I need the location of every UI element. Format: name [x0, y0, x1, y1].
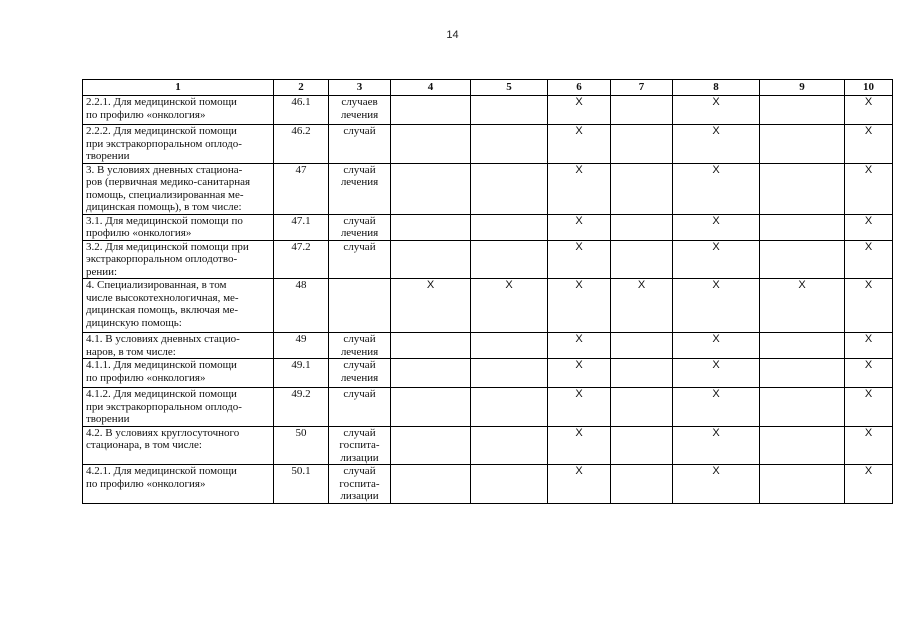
- row-mark-cell: X: [673, 359, 760, 388]
- row-mark-cell: [611, 96, 673, 125]
- row-mark-cell: X: [845, 465, 893, 504]
- column-header: 9: [760, 80, 845, 96]
- row-mark-cell: [611, 125, 673, 164]
- row-mark-cell: X: [845, 240, 893, 279]
- row-mark-cell: [611, 426, 673, 465]
- row-mark-cell: [760, 359, 845, 388]
- row-unit-line: случай: [343, 214, 376, 227]
- row-number-cell: 49.2: [274, 388, 329, 427]
- row-mark-cell: [760, 214, 845, 240]
- row-name-line: числе высокотехнологичная, ме-: [86, 291, 239, 304]
- row-unit-line: лизации: [340, 490, 379, 502]
- row-unit-line: случай: [343, 333, 376, 345]
- row-name-line: профилю «онкология»: [86, 227, 192, 239]
- table-row: [83, 96, 893, 125]
- column-header: 8: [673, 80, 760, 96]
- column-header: 4: [391, 80, 471, 96]
- row-mark-cell: X: [673, 426, 760, 465]
- table-row: [83, 359, 893, 388]
- row-unit-line: лизации: [340, 451, 379, 464]
- row-unit-cell: [329, 426, 391, 465]
- row-mark-cell: [760, 163, 845, 214]
- row-name-cell: [83, 359, 274, 388]
- row-unit-line: лечения: [340, 108, 379, 121]
- row-mark-cell: X: [391, 279, 471, 333]
- row-name-line: 3.2. Для медицинской помощи при: [86, 240, 249, 253]
- row-mark-cell: X: [673, 333, 760, 359]
- header-row: [83, 80, 893, 96]
- row-mark-cell: X: [548, 240, 611, 279]
- row-mark-cell: X: [673, 279, 760, 333]
- row-name-line: стационара, в том числе:: [86, 439, 202, 451]
- row-name-cell: [83, 333, 274, 359]
- row-mark-cell: [471, 125, 548, 164]
- row-number-cell: 47.2: [274, 240, 329, 279]
- column-header: 2: [274, 80, 329, 96]
- row-mark-cell: X: [548, 333, 611, 359]
- row-name-line: 4.1.2. Для медицинской помощи: [86, 388, 237, 400]
- row-mark-cell: X: [673, 125, 760, 164]
- row-name-line: рении:: [86, 265, 118, 278]
- row-name-line: дицинскую помощь:: [86, 316, 182, 329]
- row-unit-line: госпита-: [339, 477, 380, 490]
- row-unit-cell: [329, 163, 391, 214]
- row-mark-cell: [760, 465, 845, 504]
- row-name-cell: [83, 426, 274, 465]
- row-mark-cell: [391, 388, 471, 427]
- row-name-cell: [83, 125, 274, 164]
- column-header: 7: [611, 80, 673, 96]
- row-mark-cell: X: [845, 359, 893, 388]
- table-row: [83, 426, 893, 465]
- row-mark-cell: [471, 388, 548, 427]
- data-table: [82, 79, 893, 504]
- row-mark-cell: [760, 240, 845, 279]
- row-mark-cell: [471, 96, 548, 125]
- row-mark-cell: [391, 333, 471, 359]
- row-name-line: 3.1. Для медицинской помощи по: [86, 214, 243, 227]
- row-name-line: дицинская помощь), в том числе:: [86, 201, 242, 213]
- column-header: 10: [845, 80, 893, 96]
- row-unit-line: лечения: [340, 345, 379, 358]
- row-mark-cell: [391, 426, 471, 465]
- row-mark-cell: [391, 96, 471, 125]
- row-mark-cell: X: [673, 214, 760, 240]
- row-name-cell: [83, 465, 274, 504]
- row-name-line: по профилю «онкология»: [86, 108, 206, 121]
- row-name-line: дицинская помощь, включая ме-: [86, 304, 239, 316]
- row-mark-cell: X: [548, 279, 611, 333]
- row-mark-cell: [760, 96, 845, 125]
- row-mark-cell: [611, 240, 673, 279]
- row-name-line: творении: [86, 150, 130, 162]
- row-mark-cell: [471, 426, 548, 465]
- row-unit-cell: [329, 214, 391, 240]
- row-unit-line: случай: [343, 388, 376, 400]
- row-name-line: 4.1. В условиях дневных стацио-: [86, 333, 240, 345]
- row-unit-line: лечения: [340, 227, 379, 239]
- row-mark-cell: X: [673, 388, 760, 427]
- row-mark-cell: X: [548, 163, 611, 214]
- row-mark-cell: [611, 465, 673, 504]
- table-row: [83, 240, 893, 279]
- table-row: [83, 333, 893, 359]
- row-unit-cell: [329, 240, 391, 279]
- row-unit-line: случай: [343, 163, 376, 176]
- row-mark-cell: [760, 333, 845, 359]
- row-name-line: помощь, специализированная ме-: [86, 188, 244, 201]
- row-name-line: 4.2.1. Для медицинской помощи: [86, 465, 237, 477]
- row-mark-cell: [471, 359, 548, 388]
- row-mark-cell: X: [845, 279, 893, 333]
- row-unit-line: лечения: [340, 371, 379, 384]
- row-mark-cell: X: [548, 388, 611, 427]
- row-number-cell: 48: [274, 279, 329, 333]
- row-mark-cell: X: [845, 426, 893, 465]
- row-unit-line: госпита-: [339, 439, 380, 451]
- row-mark-cell: [471, 240, 548, 279]
- row-name-line: наров, в том числе:: [86, 345, 176, 358]
- row-unit-cell: [329, 388, 391, 427]
- row-number-cell: 50: [274, 426, 329, 465]
- row-unit-cell: [329, 333, 391, 359]
- row-number-cell: 49: [274, 333, 329, 359]
- row-mark-cell: [391, 214, 471, 240]
- column-header: 1: [83, 80, 274, 96]
- row-mark-cell: [391, 240, 471, 279]
- row-unit-line: случай: [343, 359, 376, 371]
- row-name-cell: [83, 279, 274, 333]
- row-unit-line: случай: [343, 426, 376, 439]
- table-row: [83, 465, 893, 504]
- row-number-cell: 47: [274, 163, 329, 214]
- row-mark-cell: [611, 359, 673, 388]
- row-name-line: 4.2. В условиях круглосуточного: [86, 426, 240, 439]
- row-unit-line: случай: [343, 240, 376, 253]
- row-name-line: при экстракорпоральном оплодо-: [86, 137, 242, 150]
- row-unit-cell: [329, 465, 391, 504]
- row-mark-cell: [471, 163, 548, 214]
- column-header: 6: [548, 80, 611, 96]
- row-mark-cell: X: [673, 96, 760, 125]
- row-mark-cell: X: [845, 163, 893, 214]
- row-unit-cell: [329, 279, 391, 333]
- row-mark-cell: [471, 214, 548, 240]
- row-mark-cell: X: [548, 426, 611, 465]
- row-mark-cell: X: [845, 96, 893, 125]
- row-mark-cell: X: [548, 125, 611, 164]
- row-mark-cell: [611, 214, 673, 240]
- row-mark-cell: X: [548, 359, 611, 388]
- row-mark-cell: X: [845, 125, 893, 164]
- row-name-cell: [83, 240, 274, 279]
- row-name-cell: [83, 96, 274, 125]
- row-unit-cell: [329, 359, 391, 388]
- row-name-line: по профилю «онкология»: [86, 371, 206, 384]
- table-row: [83, 279, 893, 333]
- row-mark-cell: X: [845, 214, 893, 240]
- row-name-line: 3. В условиях дневных стациона-: [86, 163, 243, 176]
- row-number-cell: 49.1: [274, 359, 329, 388]
- row-name-cell: [83, 214, 274, 240]
- row-mark-cell: [611, 163, 673, 214]
- row-mark-cell: X: [611, 279, 673, 333]
- row-mark-cell: X: [845, 388, 893, 427]
- row-number-cell: 47.1: [274, 214, 329, 240]
- row-mark-cell: X: [548, 465, 611, 504]
- table-row: [83, 388, 893, 427]
- row-name-line: ров (первичная медико-санитарная: [86, 176, 251, 188]
- row-name-cell: [83, 388, 274, 427]
- row-mark-cell: [611, 388, 673, 427]
- row-mark-cell: [760, 125, 845, 164]
- row-mark-cell: X: [673, 240, 760, 279]
- row-name-line: при экстракорпоральном оплодо-: [86, 400, 242, 413]
- table-row: [83, 125, 893, 164]
- column-header: 5: [471, 80, 548, 96]
- column-header: 3: [329, 80, 391, 96]
- row-name-line: по профилю «онкология»: [86, 477, 206, 490]
- row-mark-cell: [391, 359, 471, 388]
- row-name-line: 4.1.1. Для медицинской помощи: [86, 359, 237, 371]
- row-mark-cell: X: [548, 214, 611, 240]
- row-name-line: 4. Специализированная, в том: [86, 279, 227, 291]
- row-mark-cell: [391, 465, 471, 504]
- row-unit-line: случай: [343, 125, 376, 137]
- row-mark-cell: X: [673, 465, 760, 504]
- row-mark-cell: X: [845, 333, 893, 359]
- row-unit-cell: [329, 125, 391, 164]
- row-name-line: 2.2.2. Для медицинской помощи: [86, 125, 237, 137]
- table-row: [83, 214, 893, 240]
- row-mark-cell: [391, 163, 471, 214]
- row-number-cell: 50.1: [274, 465, 329, 504]
- row-name-cell: [83, 163, 274, 214]
- page-number: 14: [446, 29, 459, 41]
- row-mark-cell: [471, 333, 548, 359]
- row-number-cell: 46.1: [274, 96, 329, 125]
- row-mark-cell: [611, 333, 673, 359]
- row-number-cell: 46.2: [274, 125, 329, 164]
- row-mark-cell: [471, 465, 548, 504]
- row-mark-cell: [760, 426, 845, 465]
- row-name-line: 2.2.1. Для медицинской помощи: [86, 96, 237, 108]
- row-mark-cell: X: [471, 279, 548, 333]
- row-mark-cell: [391, 125, 471, 164]
- row-mark-cell: X: [548, 96, 611, 125]
- row-mark-cell: [760, 388, 845, 427]
- row-unit-line: лечения: [340, 176, 379, 188]
- table-row: [83, 163, 893, 214]
- row-mark-cell: X: [760, 279, 845, 333]
- row-unit-cell: [329, 96, 391, 125]
- row-unit-line: случаев: [341, 96, 378, 108]
- row-mark-cell: X: [673, 163, 760, 214]
- row-name-line: экстракорпоральном оплодотво-: [86, 253, 238, 265]
- row-name-line: творении: [86, 413, 130, 425]
- row-unit-line: случай: [343, 465, 376, 477]
